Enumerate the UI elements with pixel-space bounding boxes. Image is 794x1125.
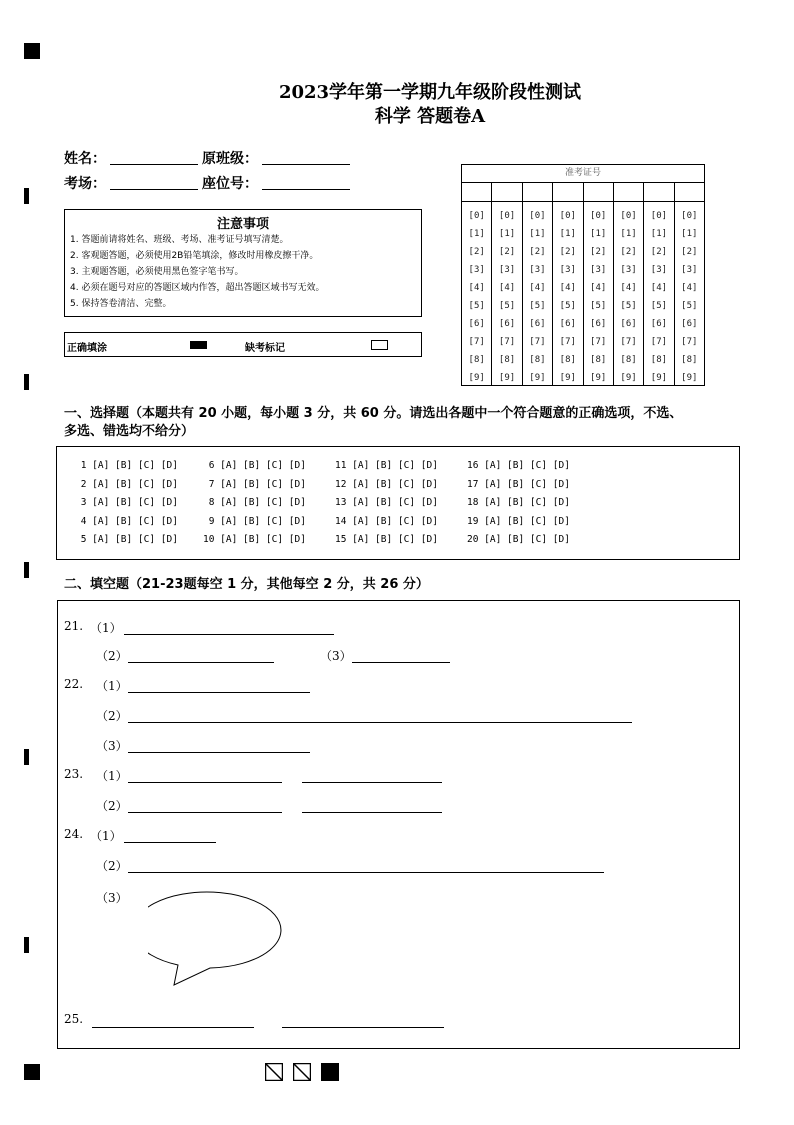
q21-part2-label: （2） (96, 649, 128, 663)
q24-part2-blank[interactable] (128, 872, 604, 873)
digit-bubble[interactable]: [1] (620, 229, 637, 239)
q23-part2-blank-a[interactable] (128, 812, 282, 813)
digit-bubble[interactable]: [5] (620, 301, 637, 311)
admission-number-grid (461, 164, 705, 386)
digit-bubble[interactable]: [8] (498, 355, 516, 365)
digit-write-cell[interactable] (614, 183, 644, 201)
choice-column (335, 457, 438, 550)
digit-column (644, 202, 674, 386)
admission-number-write-row (462, 183, 704, 202)
digit-bubble[interactable]: [3] (681, 265, 698, 275)
digit-bubble[interactable]: [3] (590, 265, 607, 275)
digit-bubble[interactable]: [7] (650, 337, 668, 347)
q25-blank-b[interactable] (282, 1027, 444, 1028)
q24-part3-label: （3） (96, 891, 128, 905)
timing-mark (24, 937, 29, 953)
digit-write-cell[interactable] (644, 183, 674, 201)
digit-bubble[interactable]: [1] (468, 229, 485, 239)
choice-item[interactable]: 15 [A] [B] [C] [D] (335, 534, 438, 545)
room-field[interactable] (110, 189, 198, 190)
digit-bubble[interactable]: [9] (650, 373, 668, 383)
choice-item[interactable]: 11 [A] [B] [C] [D] (335, 460, 438, 471)
digit-bubble[interactable]: [8] (650, 355, 668, 365)
digit-bubble[interactable]: [8] (620, 355, 637, 365)
choice-item[interactable]: 13 [A] [B] [C] [D] (335, 497, 438, 508)
q22-number: 22. (64, 677, 84, 691)
digit-bubble[interactable]: [5] (650, 301, 668, 311)
digit-write-cell[interactable] (553, 183, 583, 201)
digit-write-cell[interactable] (462, 183, 492, 201)
digit-bubble[interactable]: [6] (529, 319, 546, 329)
digit-bubble[interactable]: [7] (620, 337, 637, 347)
q25-blank-a[interactable] (92, 1027, 254, 1028)
digit-bubble[interactable]: [2] (650, 247, 668, 257)
filled-box-icon (321, 1063, 339, 1081)
digit-write-cell[interactable] (492, 183, 522, 201)
choice-column (467, 457, 570, 550)
digit-bubble[interactable]: [5] (498, 301, 516, 311)
timing-mark (24, 562, 29, 578)
digit-bubble[interactable]: [6] (498, 319, 516, 329)
choice-item[interactable]: 4 [A] [B] [C] [D] (75, 515, 178, 527)
choice-item[interactable]: 7 [A] [B] [C] [D] (203, 478, 306, 490)
digit-bubble[interactable]: [5] (529, 301, 546, 311)
digit-column (462, 202, 492, 386)
digit-bubble[interactable]: [3] (529, 265, 546, 275)
digit-bubble[interactable]: [1] (559, 229, 576, 239)
digit-bubble[interactable]: [8] (590, 355, 607, 365)
digit-bubble[interactable]: [7] (498, 337, 516, 347)
digit-bubble[interactable]: [7] (529, 337, 546, 347)
digit-bubble[interactable]: [1] (498, 229, 516, 239)
class-field[interactable] (262, 164, 350, 165)
digit-bubble[interactable]: [9] (559, 373, 576, 383)
choice-item[interactable]: 20 [A] [B] [C] [D] (467, 534, 570, 545)
digit-bubble[interactable]: [4] (498, 283, 516, 293)
fill-blank-answer-box (57, 600, 740, 1049)
corner-mark-top-left (24, 43, 40, 59)
digit-bubble[interactable]: [5] (590, 301, 607, 311)
digit-bubble[interactable]: [4] (650, 283, 668, 293)
digit-bubble[interactable]: [2] (620, 247, 637, 257)
digit-bubble[interactable]: [7] (559, 337, 576, 347)
digit-write-cell[interactable] (584, 183, 614, 201)
q23-part2-label: （2） (96, 799, 128, 813)
slashed-box-icon (293, 1063, 311, 1081)
digit-bubble[interactable]: [0] (498, 211, 516, 221)
digit-bubble[interactable]: [9] (498, 373, 516, 383)
digit-bubble[interactable]: [6] (650, 319, 668, 329)
digit-bubble[interactable]: [4] (620, 283, 637, 293)
digit-bubble[interactable]: [7] (590, 337, 607, 347)
section1-heading-line1: 一、选择题（本题共有 20 小题，每小题 3 分，共 60 分。请选出各题中一个符合题意的正确选项，不选、 (64, 406, 683, 421)
digit-column (523, 202, 553, 386)
digit-bubble[interactable]: [9] (681, 373, 698, 383)
choice-item[interactable]: 5 [A] [B] [C] [D] (75, 534, 178, 545)
digit-bubble[interactable]: [2] (498, 247, 516, 257)
q22-part3-label: （3） (96, 739, 128, 753)
digit-bubble[interactable]: [1] (650, 229, 668, 239)
choice-item[interactable]: 10 [A] [B] [C] [D] (203, 534, 306, 545)
q24-part2-label: （2） (96, 859, 128, 873)
digit-bubble[interactable]: [4] (681, 283, 698, 293)
digit-bubble[interactable]: [4] (468, 283, 485, 293)
section2-heading: 二、填空题（21-23题每空 1 分，其他每空 2 分，共 26 分） (64, 577, 429, 592)
correct-fill-sample (190, 341, 207, 349)
q21-part1-label: （1） (90, 621, 122, 635)
q23-part2-blank-b[interactable] (302, 812, 442, 813)
class-label: 原班级： (202, 151, 258, 167)
timing-mark (24, 188, 29, 204)
digit-bubble[interactable]: [2] (529, 247, 546, 257)
notice-title: 注意事项 (216, 217, 269, 232)
q22-part2-label: （2） (96, 709, 128, 723)
q21-part1-blank[interactable] (124, 634, 334, 635)
digit-bubble[interactable]: [9] (620, 373, 637, 383)
digit-bubble[interactable]: [0] (468, 211, 485, 221)
name-label: 姓名： (64, 151, 106, 167)
q21-part3-label: （3） (320, 649, 352, 663)
digit-bubble-columns (462, 202, 704, 386)
choice-item[interactable]: 2 [A] [B] [C] [D] (75, 478, 178, 490)
digit-bubble[interactable]: [1] (529, 229, 546, 239)
digit-bubble[interactable]: [2] (590, 247, 607, 257)
choice-item[interactable]: 6 [A] [B] [C] [D] (203, 460, 306, 471)
digit-bubble[interactable]: [6] (681, 319, 698, 329)
notice-line: 4. 必须在题号对应的答题区域内作答，超出答题区域书写无效。 (70, 283, 325, 293)
digit-bubble[interactable]: [2] (468, 247, 485, 257)
digit-bubble[interactable]: [9] (529, 373, 546, 383)
choice-item[interactable]: 14 [A] [B] [C] [D] (335, 515, 438, 527)
digit-bubble[interactable]: [9] (468, 373, 485, 383)
q22-part1-blank[interactable] (128, 692, 310, 693)
digit-bubble[interactable]: [0] (620, 211, 637, 221)
digit-bubble[interactable]: [3] (620, 265, 637, 275)
choice-item[interactable]: 16 [A] [B] [C] [D] (467, 460, 570, 471)
speech-bubble-drawing-area[interactable] (148, 883, 304, 991)
slashed-box-icon (265, 1063, 283, 1081)
choice-item[interactable]: 19 [A] [B] [C] [D] (467, 515, 570, 527)
digit-bubble[interactable]: [5] (681, 301, 698, 311)
digit-bubble[interactable]: [6] (590, 319, 607, 329)
choice-answer-box (56, 446, 740, 560)
q24-number: 24. (64, 827, 84, 841)
absent-mark-label: 缺考标记 (245, 343, 285, 354)
page-subtitle: 科学 答题卷A (374, 106, 486, 127)
digit-bubble[interactable]: [8] (559, 355, 576, 365)
digit-bubble[interactable]: [0] (650, 211, 668, 221)
digit-bubble[interactable]: [1] (681, 229, 698, 239)
q23-part1-blank-b[interactable] (302, 782, 442, 783)
digit-bubble[interactable]: [7] (468, 337, 485, 347)
notice-line: 2. 客观题答题，必须使用2B铅笔填涂，修改时用橡皮擦干净。 (70, 251, 319, 261)
digit-bubble[interactable]: [7] (681, 337, 698, 347)
section1-heading-line2: 多选、错选均不给分） (64, 424, 195, 439)
digit-write-cell[interactable] (675, 183, 704, 201)
choice-item[interactable]: 1 [A] [B] [C] [D] (75, 460, 178, 471)
digit-bubble[interactable]: [2] (681, 247, 698, 257)
digit-bubble[interactable]: [6] (559, 319, 576, 329)
correct-fill-label: 正确填涂 (67, 343, 107, 354)
digit-bubble[interactable]: [2] (559, 247, 576, 257)
q21-part2-blank[interactable] (128, 662, 274, 663)
digit-bubble[interactable]: [0] (559, 211, 576, 221)
digit-bubble[interactable]: [4] (590, 283, 607, 293)
digit-column (492, 202, 522, 386)
timing-mark (24, 749, 29, 765)
timing-mark (24, 374, 29, 390)
digit-bubble[interactable]: [0] (681, 211, 698, 221)
choice-column (75, 457, 178, 550)
q21-number: 21. (64, 619, 84, 633)
notice-box (64, 209, 422, 317)
digit-bubble[interactable]: [8] (681, 355, 698, 365)
notice-line: 3. 主观题答题，必须使用黑色签字笔书写。 (70, 267, 244, 277)
seat-label: 座位号： (202, 176, 258, 192)
choice-item[interactable]: 8 [A] [B] [C] [D] (203, 497, 306, 508)
digit-column (614, 202, 644, 386)
choice-item[interactable]: 3 [A] [B] [C] [D] (75, 497, 178, 508)
digit-bubble[interactable]: [6] (468, 319, 485, 329)
digit-bubble[interactable]: [3] (498, 265, 516, 275)
absent-mark-checkbox[interactable] (371, 340, 388, 350)
notice-line: 1. 答题前请将姓名、班级、考场、准考证号填写清楚。 (70, 235, 289, 245)
q22-part3-blank[interactable] (128, 752, 310, 753)
page-title: 2023学年第一学期九年级阶段性测试 (278, 82, 582, 103)
corner-mark-bottom-left (24, 1064, 40, 1080)
digit-bubble[interactable]: [5] (468, 301, 485, 311)
q24-part1-label: （1） (90, 829, 122, 843)
q23-number: 23. (64, 767, 84, 781)
choice-item[interactable]: 17 [A] [B] [C] [D] (467, 478, 570, 490)
name-field[interactable] (110, 164, 198, 165)
q25-number: 25. (64, 1012, 84, 1026)
digit-bubble[interactable]: [0] (529, 211, 546, 221)
digit-bubble[interactable]: [9] (590, 373, 607, 383)
q23-part1-label: （1） (96, 769, 128, 783)
digit-bubble[interactable]: [3] (650, 265, 668, 275)
choice-item[interactable]: 18 [A] [B] [C] [D] (467, 497, 570, 508)
digit-bubble[interactable]: [6] (620, 319, 637, 329)
digit-bubble[interactable]: [3] (559, 265, 576, 275)
q22-part1-label: （1） (96, 679, 128, 693)
q21-part3-blank[interactable] (352, 662, 450, 663)
digit-column (553, 202, 583, 386)
q22-part2-blank[interactable] (128, 722, 632, 723)
notice-line: 5. 保持答卷清洁、完整。 (70, 299, 172, 309)
admission-number-title: 准考证号 (462, 165, 704, 183)
digit-bubble[interactable]: [0] (590, 211, 607, 221)
digit-bubble[interactable]: [5] (559, 301, 576, 311)
digit-bubble[interactable]: [8] (468, 355, 485, 365)
digit-column (675, 202, 704, 386)
room-label: 考场： (64, 176, 106, 192)
digit-bubble[interactable]: [1] (590, 229, 607, 239)
seat-field[interactable] (262, 189, 350, 190)
choice-item[interactable]: 9 [A] [B] [C] [D] (203, 515, 306, 527)
choice-item[interactable]: 12 [A] [B] [C] [D] (335, 478, 438, 490)
fill-example-box (64, 332, 422, 357)
digit-bubble[interactable]: [3] (468, 265, 485, 275)
digit-bubble[interactable]: [4] (559, 283, 576, 293)
digit-bubble[interactable]: [4] (529, 283, 546, 293)
choice-column (203, 457, 306, 550)
q23-part1-blank-a[interactable] (128, 782, 282, 783)
digit-write-cell[interactable] (523, 183, 553, 201)
digit-bubble[interactable]: [8] (529, 355, 546, 365)
digit-column (584, 202, 614, 386)
q24-part1-blank[interactable] (124, 842, 216, 843)
